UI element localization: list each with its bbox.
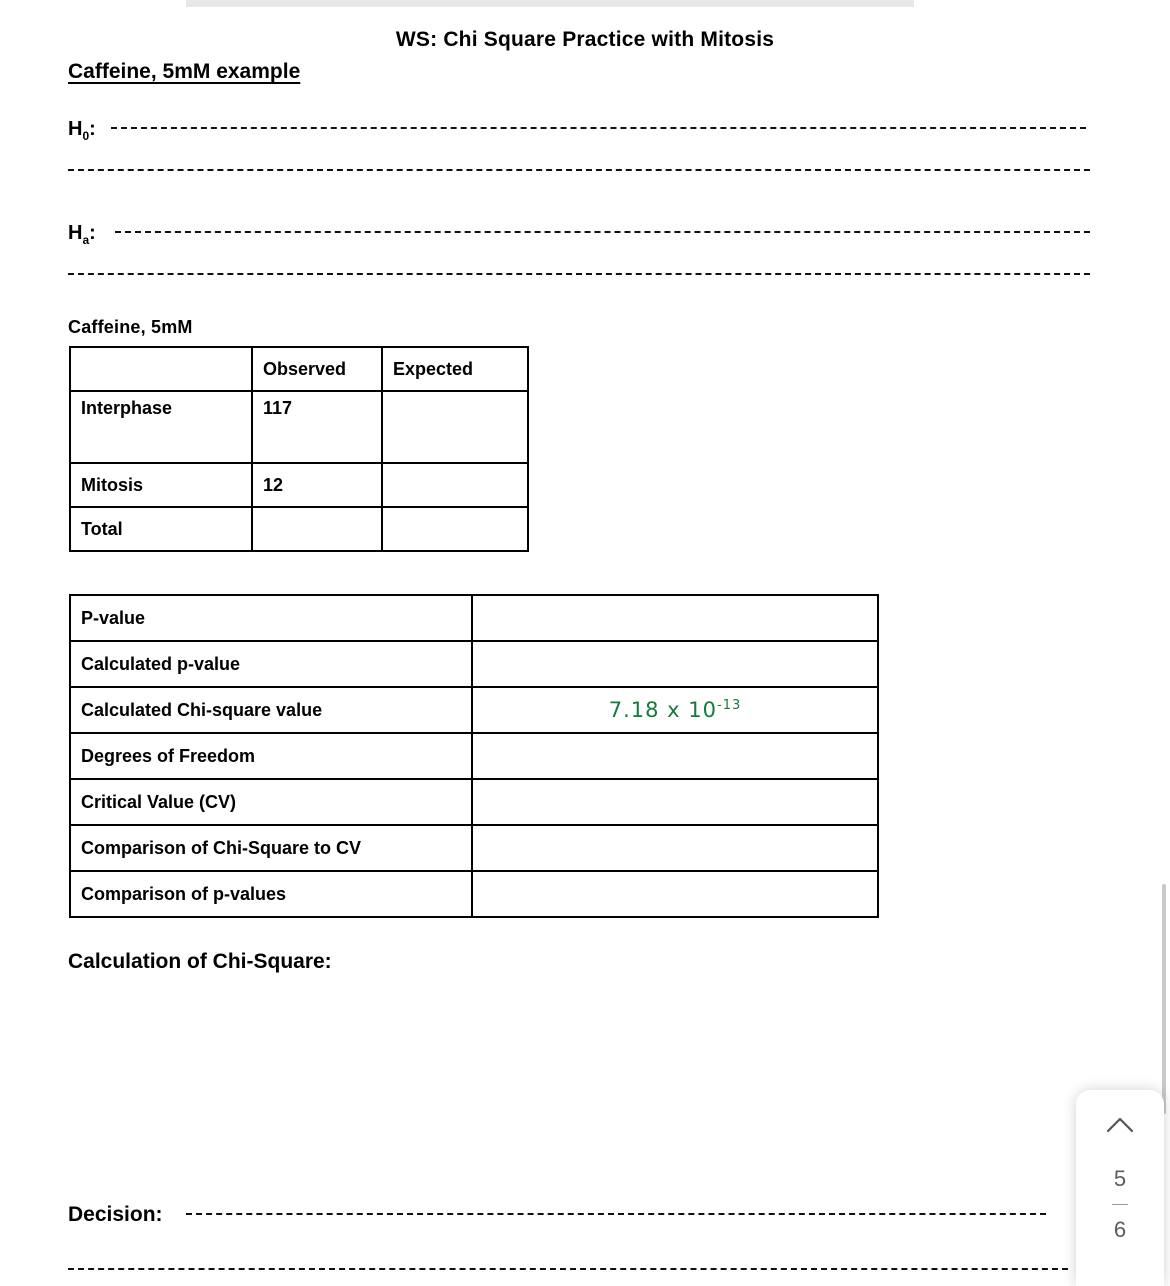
header-cell-blank xyxy=(70,347,252,391)
cell-degrees-of-freedom xyxy=(472,733,878,779)
null-hypothesis-row xyxy=(68,118,1086,143)
table-row xyxy=(70,463,528,507)
decision-blank-line-1 xyxy=(186,1213,1046,1215)
alt-hypothesis-row xyxy=(68,222,1090,247)
alt-hypothesis-blank-line-1 xyxy=(115,231,1090,233)
row-label-total: Total xyxy=(70,507,252,551)
row-label-degrees-of-freedom: Degrees of Freedom xyxy=(70,733,472,779)
cell-p-value xyxy=(472,595,878,641)
row-label-comparison-chi-square-cv: Comparison of Chi-Square to CV xyxy=(70,825,472,871)
header-cell-observed: Observed xyxy=(252,347,382,391)
table-row xyxy=(70,871,878,917)
table-header-row xyxy=(70,347,528,391)
cell-calculated-chi-square xyxy=(472,687,878,733)
decision-row xyxy=(68,1203,1046,1227)
null-hypothesis-label: $H_0$: xyxy=(68,118,96,143)
chevron-up-icon[interactable] xyxy=(1103,1108,1137,1142)
cell-total-expected xyxy=(382,507,528,551)
row-label-p-value: P-value xyxy=(70,595,472,641)
table-row xyxy=(70,733,878,779)
null-hypothesis-blank-line-1 xyxy=(111,127,1086,129)
row-label-calculated-chi-square: Calculated Chi-square value xyxy=(70,687,472,733)
row-label-comparison-p-values: Comparison of p-values xyxy=(70,871,472,917)
observed-expected-table xyxy=(69,346,529,552)
table-row xyxy=(70,507,528,551)
decision-row-2 xyxy=(68,1258,1068,1282)
cell-interphase-observed: 117 xyxy=(252,391,382,463)
cell-calculated-p-value xyxy=(472,641,878,687)
cell-interphase-expected xyxy=(382,391,528,463)
table-row xyxy=(70,779,878,825)
observed-table-caption: Caffeine, 5mM xyxy=(68,317,193,337)
table-row xyxy=(70,595,878,641)
decision-blank-line-2 xyxy=(68,1268,1068,1270)
page-navigator[interactable] xyxy=(1076,1090,1164,1286)
row-label-mitosis: Mitosis xyxy=(70,463,252,507)
cell-comparison-p-values xyxy=(472,871,878,917)
results-table xyxy=(69,594,879,918)
section-heading: Caffeine, 5mM example xyxy=(68,60,301,83)
null-hypothesis-row-2 xyxy=(68,160,1090,183)
cell-mitosis-expected xyxy=(382,463,528,507)
row-label-critical-value: Critical Value (CV) xyxy=(70,779,472,825)
table-row xyxy=(70,687,878,733)
table-row xyxy=(70,825,878,871)
page-title: WS: Chi Square Practice with Mitosis xyxy=(395,28,775,51)
cell-mitosis-observed: 12 xyxy=(252,463,382,507)
handwritten-chi-square-value: 7.18 x $10^{-13}$ xyxy=(608,698,742,722)
alt-hypothesis-label: $H_a$: xyxy=(68,222,96,247)
header-cell-expected: Expected xyxy=(382,347,528,391)
decision-label: Decision: xyxy=(68,1203,163,1226)
vertical-scrollbar[interactable] xyxy=(1162,884,1166,1114)
row-label-calculated-p-value: Calculated p-value xyxy=(70,641,472,687)
page-number-separator xyxy=(1112,1204,1128,1205)
cell-comparison-chi-square-cv xyxy=(472,825,878,871)
alt-hypothesis-row-2 xyxy=(68,264,1090,287)
cell-critical-value xyxy=(472,779,878,825)
alt-hypothesis-blank-line-2 xyxy=(68,273,1090,275)
table-row xyxy=(70,641,878,687)
null-hypothesis-blank-line-2 xyxy=(68,169,1090,171)
calculation-heading: Calculation of Chi-Square: xyxy=(68,950,332,973)
table-row xyxy=(70,391,528,463)
cell-total-observed xyxy=(252,507,382,551)
total-page-number: 6 xyxy=(1113,1217,1127,1242)
current-page-number: 5 xyxy=(1113,1166,1127,1191)
row-label-interphase: Interphase xyxy=(70,391,252,463)
